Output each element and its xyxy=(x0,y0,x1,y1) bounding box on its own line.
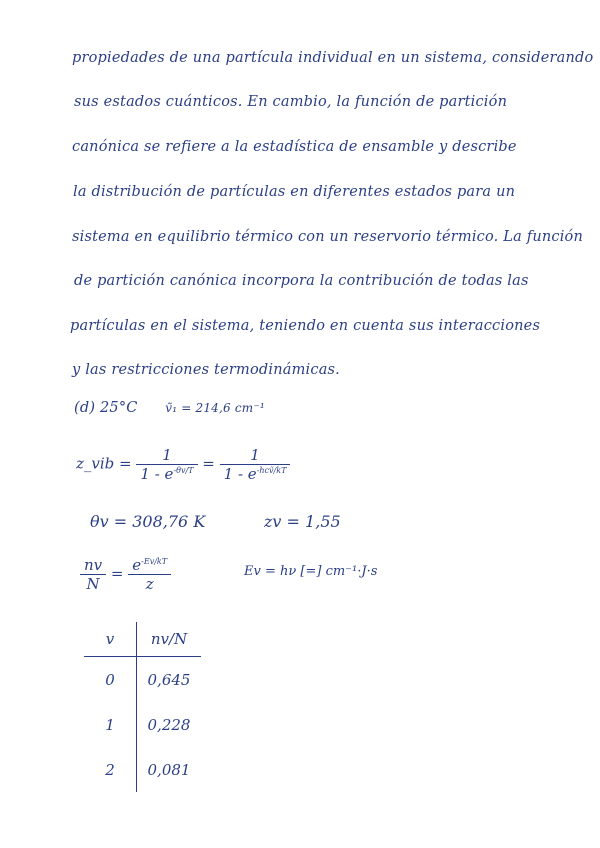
row-v: 1 xyxy=(84,702,137,747)
den-wavenumber-exponent: -hcṽ/kT xyxy=(256,466,287,475)
table-row xyxy=(84,657,201,703)
wavenumber-value: ṽ₁ = 214,6 cm⁻¹ xyxy=(165,401,265,415)
ratio-equals: = xyxy=(110,564,124,583)
zv-value: zv = 1,55 xyxy=(264,512,341,531)
paragraph-line-3: canónica se refiere a la estadística de ensamble y describe xyxy=(72,139,517,155)
fraction-theta-numerator: 1 xyxy=(162,446,172,464)
ratio-denominator: N xyxy=(80,574,106,593)
z-vib-lhs: z_vib = xyxy=(76,454,132,473)
table-header-row xyxy=(84,622,201,657)
ratio-exp-base: e xyxy=(132,556,142,574)
den-theta-exponent: -θv/T xyxy=(173,466,194,475)
ratio-rhs-denominator: z xyxy=(128,574,171,593)
ratio-rhs xyxy=(128,556,171,593)
ratio-rhs-numerator xyxy=(128,556,171,574)
row-value: 0,228 xyxy=(147,715,191,734)
row-value: 0,645 xyxy=(147,670,191,689)
row-value: 0,081 xyxy=(147,760,191,779)
population-table xyxy=(84,622,201,792)
paragraph-line-1: propiedades de una partícula individual en un sistema, considerando xyxy=(72,50,594,66)
fraction-theta xyxy=(136,446,197,483)
paragraph-line-4: la distribución de partículas en diferentes estados para un xyxy=(73,184,516,200)
ratio-numerator: nv xyxy=(84,556,103,574)
header-nv-n: nv/N xyxy=(137,622,202,657)
equals-sign: = xyxy=(202,454,215,473)
row-v: 0 xyxy=(84,657,137,703)
fraction-wavenumber-denominator xyxy=(220,464,291,483)
paragraph-line-2: sus estados cuánticos. En cambio, la función de partición xyxy=(74,94,508,110)
part-d-label: (d) 25°C xyxy=(74,400,138,416)
table-row xyxy=(84,702,201,747)
part-d-heading xyxy=(74,400,265,416)
fraction-wavenumber-numerator: 1 xyxy=(250,446,260,464)
header-v: v xyxy=(84,622,137,657)
fraction-theta-denominator xyxy=(136,464,197,483)
energy-units-note: Ev = hν [=] cm⁻¹·J·s xyxy=(244,564,378,579)
paragraph-line-7: partículas en el sistema, teniendo en cuenta sus interacciones xyxy=(70,318,541,334)
theta-value: θv = 308,76 K xyxy=(90,512,206,531)
den-theta-base: 1 - e xyxy=(140,465,174,483)
population-ratio-formula xyxy=(80,556,171,593)
row-v: 2 xyxy=(84,747,137,792)
vibrational-partition-formula xyxy=(76,446,290,483)
fraction-wavenumber xyxy=(220,446,291,483)
den-wavenumber-base: 1 - e xyxy=(223,465,257,483)
table-row xyxy=(84,747,201,792)
ratio-exponent: -Ev/kT xyxy=(141,557,168,566)
paragraph-line-8: y las restricciones termodinámicas. xyxy=(72,362,340,378)
paragraph-line-6: de partición canónica incorpora la contribución de todas las xyxy=(74,273,529,289)
ratio-lhs xyxy=(80,556,106,593)
paragraph-line-5: sistema en equilibrio térmico con un reservorio térmico. La función xyxy=(72,229,584,245)
